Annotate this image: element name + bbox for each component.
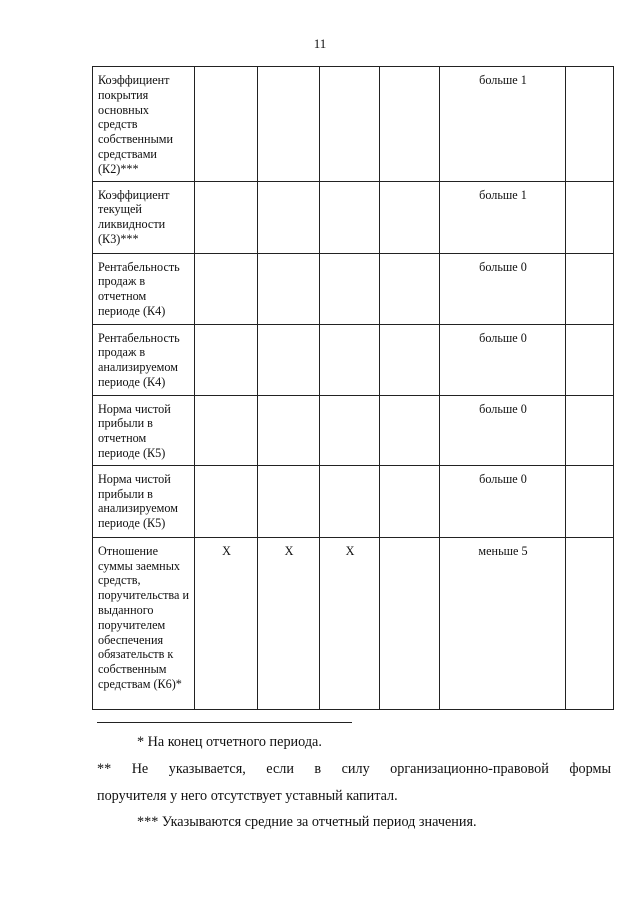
value-cell xyxy=(566,537,614,709)
value-cell xyxy=(566,181,614,253)
value-cell xyxy=(195,67,258,182)
value-cell xyxy=(320,67,380,182)
financial-indicators-table xyxy=(92,66,614,710)
value-cell xyxy=(566,253,614,324)
value-cell xyxy=(320,465,380,537)
value-cell xyxy=(258,465,320,537)
value-cell xyxy=(195,395,258,465)
value-cell xyxy=(195,465,258,537)
table-row xyxy=(93,395,614,465)
value-cell xyxy=(195,253,258,324)
value-cell xyxy=(195,324,258,395)
value-cell xyxy=(380,537,440,709)
footnote-divider xyxy=(97,722,352,723)
footnote-2-line-1: ** Не указывается, если в силу организационно-правовой формы xyxy=(97,761,611,777)
value-cell xyxy=(258,67,320,182)
indicator-name: Отношение суммы заемных средств, поручительства и выданного поручителем обеспечения обязательств к собственным средствам (К6)* xyxy=(93,537,195,709)
indicator-name: Коэффициент покрытия основных средств собственными средствами (К2)*** xyxy=(93,67,195,182)
value-cell xyxy=(380,395,440,465)
normative-value: больше 1 xyxy=(440,67,566,182)
table-row xyxy=(93,537,614,709)
value-cell: Х xyxy=(195,537,258,709)
normative-value: больше 0 xyxy=(440,324,566,395)
normative-value: больше 0 xyxy=(440,253,566,324)
normative-value: больше 1 xyxy=(440,181,566,253)
value-cell xyxy=(320,181,380,253)
normative-value: больше 0 xyxy=(440,395,566,465)
value-cell xyxy=(195,181,258,253)
value-cell: Х xyxy=(258,537,320,709)
value-cell xyxy=(258,324,320,395)
indicator-name: Норма чистой прибыли в отчетном периоде (К5) xyxy=(93,395,195,465)
value-cell xyxy=(258,395,320,465)
value-cell xyxy=(380,324,440,395)
value-cell: Х xyxy=(320,537,380,709)
indicator-name: Рентабельность продаж в отчетном периоде (К4) xyxy=(93,253,195,324)
indicator-name: Норма чистой прибыли в анализируемом периоде (К5) xyxy=(93,465,195,537)
value-cell xyxy=(566,67,614,182)
indicator-name: Коэффициент текущей ликвидности (К3)*** xyxy=(93,181,195,253)
table-row xyxy=(93,181,614,253)
value-cell xyxy=(320,253,380,324)
table-row xyxy=(93,324,614,395)
table-row xyxy=(93,67,614,182)
page-number: 11 xyxy=(313,36,327,51)
table-row xyxy=(93,253,614,324)
value-cell xyxy=(380,465,440,537)
footnote-3: *** Указываются средние за отчетный период значения. xyxy=(137,814,477,830)
value-cell xyxy=(566,395,614,465)
table-row xyxy=(93,465,614,537)
normative-value: больше 0 xyxy=(440,465,566,537)
value-cell xyxy=(380,181,440,253)
footnote-1: * На конец отчетного периода. xyxy=(137,734,322,750)
value-cell xyxy=(320,324,380,395)
normative-value: меньше 5 xyxy=(440,537,566,709)
indicator-name: Рентабельность продаж в анализируемом периоде (К4) xyxy=(93,324,195,395)
value-cell xyxy=(258,181,320,253)
value-cell xyxy=(320,395,380,465)
value-cell xyxy=(380,67,440,182)
value-cell xyxy=(566,324,614,395)
value-cell xyxy=(380,253,440,324)
value-cell xyxy=(566,465,614,537)
value-cell xyxy=(258,253,320,324)
footnote-2-line-2: поручителя у него отсутствует уставный капитал. xyxy=(97,788,398,804)
